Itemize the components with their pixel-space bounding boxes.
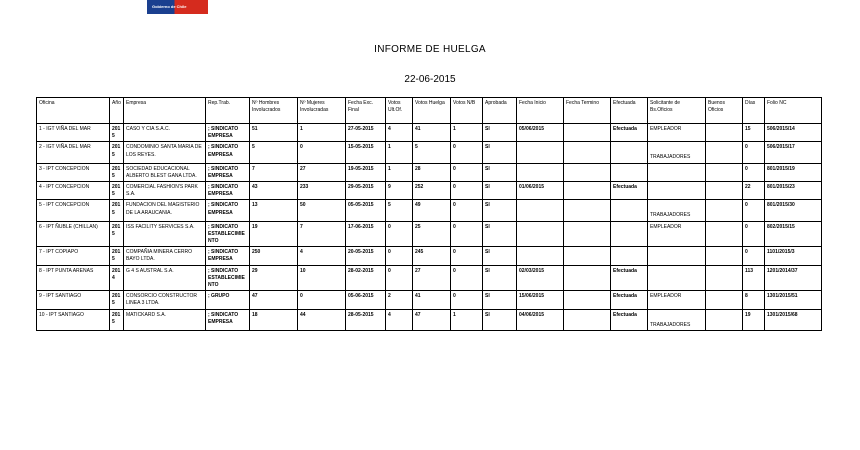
- cell-solicitante: [648, 247, 706, 265]
- column-header: Nº Hombres Involucrados: [250, 98, 298, 124]
- cell-fecha-inicio: [517, 221, 564, 247]
- cell-fecha-exc: 20-05-2015: [346, 247, 386, 265]
- cell-dias: 22: [743, 182, 765, 200]
- column-header: Año: [110, 98, 124, 124]
- column-header: Aprobada: [483, 98, 517, 124]
- cell-votos-ult: 0: [386, 265, 413, 291]
- cell-empresa: COMERCIAL FASHION'S PARK S.A.: [124, 182, 206, 200]
- column-header: Votos Huelga: [413, 98, 451, 124]
- cell-efectuada: Efectuada: [611, 265, 648, 291]
- cell-dias: 15: [743, 124, 765, 142]
- cell-anio: 2015: [110, 163, 124, 181]
- cell-votos-ult: 1: [386, 142, 413, 163]
- cell-votos-huelga: 41: [413, 124, 451, 142]
- cell-anio: 2015: [110, 221, 124, 247]
- cell-solicitante-text: TRABAJADORES: [650, 154, 691, 161]
- cell-votos-huelga: 41: [413, 291, 451, 309]
- cell-mujeres: 4: [298, 247, 346, 265]
- column-header: Oficina: [37, 98, 110, 124]
- cell-votos-nb: 0: [451, 221, 483, 247]
- cell-dias: 19: [743, 309, 765, 330]
- cell-empresa: MATICKARD S.A.: [124, 309, 206, 330]
- cell-anio: 2014: [110, 265, 124, 291]
- cell-fecha-exc: 17-06-2015: [346, 221, 386, 247]
- cell-votos-huelga: 5: [413, 142, 451, 163]
- cell-fecha-termino: [564, 221, 611, 247]
- cell-votos-huelga: 49: [413, 200, 451, 221]
- column-header: Votos Ult.Of.: [386, 98, 413, 124]
- cell-votos-huelga: 28: [413, 163, 451, 181]
- cell-fecha-exc: 19-05-2015: [346, 163, 386, 181]
- cell-mujeres: 0: [298, 291, 346, 309]
- cell-mujeres: 50: [298, 200, 346, 221]
- cell-anio: 2015: [110, 142, 124, 163]
- cell-fecha-exc: 28-02-2015: [346, 265, 386, 291]
- cell-rep: ; SINDICATO EMPRESA: [206, 200, 250, 221]
- cell-fecha-termino: [564, 247, 611, 265]
- column-header: Efectuada: [611, 98, 648, 124]
- cell-buenos: [706, 265, 743, 291]
- cell-votos-ult: 9: [386, 182, 413, 200]
- cell-fecha-termino: [564, 182, 611, 200]
- cell-hombres: 19: [250, 221, 298, 247]
- cell-votos-nb: 0: [451, 142, 483, 163]
- cell-hombres: 5: [250, 142, 298, 163]
- cell-votos-ult: 1: [386, 163, 413, 181]
- cell-mujeres: 1: [298, 124, 346, 142]
- cell-oficina: 1 - IGT VIÑA DEL MAR: [37, 124, 110, 142]
- cell-rep: ; SINDICATO ESTABLECIMIENTO: [206, 265, 250, 291]
- cell-votos-ult: 0: [386, 247, 413, 265]
- cell-fecha-exc: 29-05-2015: [346, 182, 386, 200]
- cell-votos-nb: 0: [451, 182, 483, 200]
- cell-votos-nb: 0: [451, 247, 483, 265]
- cell-rep: ; SINDICATO EMPRESA: [206, 163, 250, 181]
- column-header: Votos N/B: [451, 98, 483, 124]
- cell-fecha-inicio: 01/06/2015: [517, 182, 564, 200]
- table-row: [37, 221, 822, 247]
- table-row: [37, 200, 822, 221]
- cell-buenos: [706, 142, 743, 163]
- cell-folio: 1201/2014/37: [765, 265, 822, 291]
- cell-solicitante: [648, 163, 706, 181]
- cell-rep: ; SINDICATO ESTABLECIMIENTO: [206, 221, 250, 247]
- cell-folio: 802/2015/15: [765, 221, 822, 247]
- cell-fecha-termino: [564, 142, 611, 163]
- cell-hombres: 13: [250, 200, 298, 221]
- cell-solicitante: EMPLEADOR: [648, 291, 706, 309]
- cell-efectuada: [611, 142, 648, 163]
- cell-folio: 506/2015/14: [765, 124, 822, 142]
- cell-hombres: 18: [250, 309, 298, 330]
- cell-buenos: [706, 291, 743, 309]
- cell-oficina: 9 - IPT SANTIAGO: [37, 291, 110, 309]
- cell-anio: 2015: [110, 124, 124, 142]
- cell-hombres: 7: [250, 163, 298, 181]
- cell-mujeres: 233: [298, 182, 346, 200]
- logo-text: Gobierno de Chile: [152, 4, 187, 9]
- cell-empresa: ISS FACILITY SERVICES S.A.: [124, 221, 206, 247]
- cell-solicitante: [648, 200, 706, 221]
- column-header: Fecha Termino: [564, 98, 611, 124]
- table-row: [37, 163, 822, 181]
- cell-fecha-exc: 28-05-2015: [346, 309, 386, 330]
- cell-fecha-termino: [564, 265, 611, 291]
- column-header: Solicitante de Bs.Oficios: [648, 98, 706, 124]
- cell-rep: ; GRUPO: [206, 291, 250, 309]
- cell-hombres: 29: [250, 265, 298, 291]
- cell-mujeres: 0: [298, 142, 346, 163]
- strike-report-table: [36, 97, 822, 331]
- cell-empresa: CASO Y CIA S.A.C.: [124, 124, 206, 142]
- cell-oficina: 8 - IPT PUNTA ARENAS: [37, 265, 110, 291]
- cell-hombres: 43: [250, 182, 298, 200]
- cell-folio: 1101/2015/3: [765, 247, 822, 265]
- cell-mujeres: 27: [298, 163, 346, 181]
- table-row: [37, 142, 822, 163]
- cell-aprobada: SI: [483, 182, 517, 200]
- cell-fecha-exc: 27-05-2015: [346, 124, 386, 142]
- cell-fecha-termino: [564, 124, 611, 142]
- table-row: [37, 291, 822, 309]
- cell-buenos: [706, 247, 743, 265]
- table-row: [37, 309, 822, 330]
- column-header: Buenos Oficios: [706, 98, 743, 124]
- report-title: INFORME DE HUELGA: [374, 44, 486, 55]
- column-header: Empresa: [124, 98, 206, 124]
- table-row: [37, 182, 822, 200]
- cell-votos-ult: 4: [386, 309, 413, 330]
- cell-hombres: 51: [250, 124, 298, 142]
- cell-mujeres: 44: [298, 309, 346, 330]
- cell-votos-huelga: 252: [413, 182, 451, 200]
- column-header: Fecha Inicio: [517, 98, 564, 124]
- cell-fecha-termino: [564, 291, 611, 309]
- cell-votos-nb: 1: [451, 124, 483, 142]
- cell-aprobada: SI: [483, 247, 517, 265]
- cell-rep: ; SINDICATO EMPRESA: [206, 142, 250, 163]
- table-row: [37, 247, 822, 265]
- cell-buenos: [706, 309, 743, 330]
- cell-mujeres: 7: [298, 221, 346, 247]
- cell-folio: 801/2015/23: [765, 182, 822, 200]
- cell-dias: 0: [743, 163, 765, 181]
- table-row: [37, 265, 822, 291]
- cell-votos-nb: 0: [451, 200, 483, 221]
- cell-folio: 801/2015/30: [765, 200, 822, 221]
- cell-folio: 1301/2015/68: [765, 309, 822, 330]
- cell-anio: 2015: [110, 247, 124, 265]
- cell-empresa: FUNDACION DEL MAGISTERIO DE LA ARAUCANIA.: [124, 200, 206, 221]
- cell-dias: 8: [743, 291, 765, 309]
- cell-fecha-inicio: 04/06/2015: [517, 309, 564, 330]
- cell-rep: ; SINDICATO EMPRESA: [206, 124, 250, 142]
- cell-folio: 1301/2015/51: [765, 291, 822, 309]
- cell-fecha-termino: [564, 163, 611, 181]
- cell-rep: ; SINDICATO EMPRESA: [206, 309, 250, 330]
- cell-folio: 506/2015/17: [765, 142, 822, 163]
- cell-votos-nb: 0: [451, 291, 483, 309]
- cell-oficina: 2 - IGT VIÑA DEL MAR: [37, 142, 110, 163]
- column-header: Nº Mujeres Involucradas: [298, 98, 346, 124]
- cell-empresa: COMPAÑIA MINERA CERRO BAYO LTDA.: [124, 247, 206, 265]
- cell-votos-nb: 0: [451, 163, 483, 181]
- cell-anio: 2015: [110, 291, 124, 309]
- column-header: Folio NC: [765, 98, 822, 124]
- cell-oficina: 7 - IPT COPIAPO: [37, 247, 110, 265]
- cell-rep: ; SINDICATO EMPRESA: [206, 182, 250, 200]
- cell-folio: 801/2015/19: [765, 163, 822, 181]
- cell-fecha-inicio: 15/06/2015: [517, 291, 564, 309]
- cell-efectuada: [611, 221, 648, 247]
- cell-aprobada: SI: [483, 142, 517, 163]
- cell-efectuada: [611, 200, 648, 221]
- cell-buenos: [706, 124, 743, 142]
- cell-solicitante: [648, 265, 706, 291]
- cell-anio: 2015: [110, 309, 124, 330]
- cell-efectuada: [611, 163, 648, 181]
- cell-oficina: 6 - IPT ÑUBLE (CHILLAN): [37, 221, 110, 247]
- cell-empresa: SOCIEDAD EDUCACIONAL ALBERTO BLEST GANA LTDA.: [124, 163, 206, 181]
- cell-fecha-termino: [564, 309, 611, 330]
- cell-votos-ult: 0: [386, 221, 413, 247]
- cell-empresa: G 4 S AUSTRAL S.A.: [124, 265, 206, 291]
- cell-votos-huelga: 25: [413, 221, 451, 247]
- cell-aprobada: SI: [483, 265, 517, 291]
- cell-anio: 2015: [110, 200, 124, 221]
- cell-hombres: 47: [250, 291, 298, 309]
- cell-fecha-inicio: [517, 200, 564, 221]
- cell-efectuada: Efectuada: [611, 182, 648, 200]
- cell-buenos: [706, 221, 743, 247]
- cell-fecha-inicio: 05/06/2015: [517, 124, 564, 142]
- cell-votos-huelga: 47: [413, 309, 451, 330]
- cell-solicitante: [648, 309, 706, 330]
- cell-aprobada: SI: [483, 221, 517, 247]
- column-header: Días: [743, 98, 765, 124]
- cell-votos-ult: 4: [386, 124, 413, 142]
- report-date: 22-06-2015: [404, 74, 456, 85]
- table-row: [37, 124, 822, 142]
- cell-empresa: CONSORCIO CONSTRUCTOR LINEA 3 LTDA.: [124, 291, 206, 309]
- cell-fecha-inicio: [517, 163, 564, 181]
- cell-aprobada: SI: [483, 309, 517, 330]
- cell-anio: 2015: [110, 182, 124, 200]
- cell-votos-ult: 2: [386, 291, 413, 309]
- cell-buenos: [706, 163, 743, 181]
- cell-solicitante: EMPLEADOR: [648, 221, 706, 247]
- cell-dias: 0: [743, 221, 765, 247]
- cell-mujeres: 10: [298, 265, 346, 291]
- cell-rep: ; SINDICATO EMPRESA: [206, 247, 250, 265]
- cell-dias: 113: [743, 265, 765, 291]
- cell-dias: 0: [743, 200, 765, 221]
- cell-solicitante-text: TRABAJADORES: [650, 321, 691, 328]
- cell-fecha-exc: 05-06-2015: [346, 291, 386, 309]
- cell-fecha-termino: [564, 200, 611, 221]
- cell-dias: 0: [743, 142, 765, 163]
- cell-efectuada: Efectuada: [611, 309, 648, 330]
- cell-oficina: 3 - IPT CONCEPCION: [37, 163, 110, 181]
- cell-efectuada: Efectuada: [611, 291, 648, 309]
- cell-votos-huelga: 27: [413, 265, 451, 291]
- cell-solicitante: EMPLEADOR: [648, 124, 706, 142]
- cell-aprobada: SI: [483, 124, 517, 142]
- cell-votos-nb: 1: [451, 309, 483, 330]
- column-header: Fecha Exc. Final: [346, 98, 386, 124]
- cell-oficina: 5 - IPT CONCEPCION: [37, 200, 110, 221]
- cell-oficina: 10 - IPT SANTIAGO: [37, 309, 110, 330]
- cell-votos-huelga: 245: [413, 247, 451, 265]
- cell-oficina: 4 - IPT CONCEPCION: [37, 182, 110, 200]
- cell-buenos: [706, 182, 743, 200]
- cell-solicitante-text: TRABAJADORES: [650, 212, 691, 219]
- cell-efectuada: Efectuada: [611, 124, 648, 142]
- column-header: Rep.Trab.: [206, 98, 250, 124]
- cell-efectuada: [611, 247, 648, 265]
- cell-fecha-inicio: 02/03/2015: [517, 265, 564, 291]
- cell-fecha-exc: 15-05-2015: [346, 142, 386, 163]
- cell-aprobada: SI: [483, 291, 517, 309]
- cell-fecha-inicio: [517, 142, 564, 163]
- cell-buenos: [706, 200, 743, 221]
- cell-fecha-inicio: [517, 247, 564, 265]
- cell-votos-nb: 0: [451, 265, 483, 291]
- cell-solicitante: [648, 182, 706, 200]
- table-header-row: [37, 98, 822, 124]
- cell-aprobada: SI: [483, 200, 517, 221]
- cell-hombres: 250: [250, 247, 298, 265]
- cell-solicitante: [648, 142, 706, 163]
- cell-aprobada: SI: [483, 163, 517, 181]
- cell-votos-ult: 5: [386, 200, 413, 221]
- cell-fecha-exc: 05-05-2015: [346, 200, 386, 221]
- cell-empresa: CONDOMINIO SANTA MARIA DE LOS REYES.: [124, 142, 206, 163]
- cell-dias: 0: [743, 247, 765, 265]
